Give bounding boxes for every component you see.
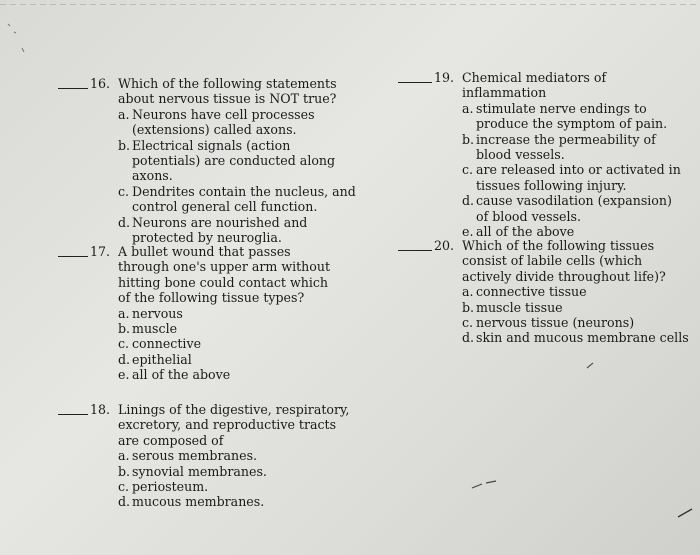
option-list: [462, 284, 693, 346]
page-top-edge: [0, 4, 700, 5]
pen-mark-icon: [4, 18, 34, 58]
option-c: c. connective: [118, 336, 202, 352]
option-a: a. stimulate nerve endings to produce the symptom of pain.: [462, 100, 668, 132]
option-b: b. muscle tissue: [462, 299, 563, 315]
answer-blank-18[interactable]: [58, 402, 88, 415]
pen-mark-icon: [470, 478, 500, 492]
answer-blank-17[interactable]: [58, 244, 88, 257]
question-20: [398, 238, 693, 346]
option-d: d. Neurons are nourished and protected by neuroglia.: [118, 214, 308, 246]
option-e: e. all of the above: [462, 224, 575, 240]
question-number: 16.: [90, 76, 111, 91]
option-b: b. Electrical signals (action potentials) are conducted along axons.: [118, 137, 336, 184]
pen-mark-icon: [676, 505, 696, 519]
question-stem: Chemical mediators of inflammation: [462, 70, 607, 101]
option-c: c. are released into or activated in tissues following injury.: [462, 162, 681, 193]
question-19: [398, 70, 688, 239]
question-18: [58, 402, 353, 510]
option-a: a. Neurons have cell processes (extensions) called axons.: [118, 106, 315, 138]
option-list: [118, 306, 343, 383]
option-list: [118, 448, 353, 510]
option-c: c. nervous tissue (neurons): [462, 315, 635, 331]
option-d: d. epithelial: [118, 351, 192, 367]
pen-mark-icon: [585, 360, 597, 370]
question-stem: Linings of the digestive, respiratory, excretory, and reproductive tracts are composed of: [118, 402, 350, 448]
answer-blank-20[interactable]: [398, 238, 432, 251]
option-d: d. mucous membranes.: [118, 494, 265, 510]
option-e: e. all of the above: [118, 367, 231, 383]
option-a: a. nervous: [118, 305, 183, 321]
option-d: d. skin and mucous membrane cells: [462, 330, 689, 346]
answer-blank-16[interactable]: [58, 76, 88, 89]
question-number: 20.: [434, 238, 455, 253]
question-number: 19.: [434, 70, 455, 85]
question-16: [58, 76, 358, 245]
answer-blank-19[interactable]: [398, 70, 432, 83]
option-c: c. Dendrites contain the nucleus, and control general cell function.: [118, 183, 356, 215]
question-stem: A bullet wound that passes through one's upper arm without hitting bone could contact which of the following tissue types?: [118, 244, 331, 306]
option-a: a. serous membranes.: [118, 448, 258, 464]
question-stem: Which of the following tissues consist of labile cells (which actively divide throughout life)?: [462, 238, 666, 284]
option-b: b. muscle: [118, 321, 178, 337]
question-number: 17.: [90, 244, 111, 259]
option-list: [118, 107, 358, 246]
option-c: c. periosteum.: [118, 479, 209, 495]
question-17: [58, 244, 343, 383]
question-number: 18.: [90, 402, 111, 417]
option-d: d. cause vasodilation (expansion) of blood vessels.: [462, 193, 672, 224]
question-stem: Which of the following statements about nervous tissue is NOT true?: [118, 76, 337, 107]
option-b: b. increase the permeability of blood vessels.: [462, 131, 656, 163]
option-b: b. synovial membranes.: [118, 463, 267, 479]
option-list: [462, 101, 688, 240]
option-a: a. connective tissue: [462, 284, 587, 300]
